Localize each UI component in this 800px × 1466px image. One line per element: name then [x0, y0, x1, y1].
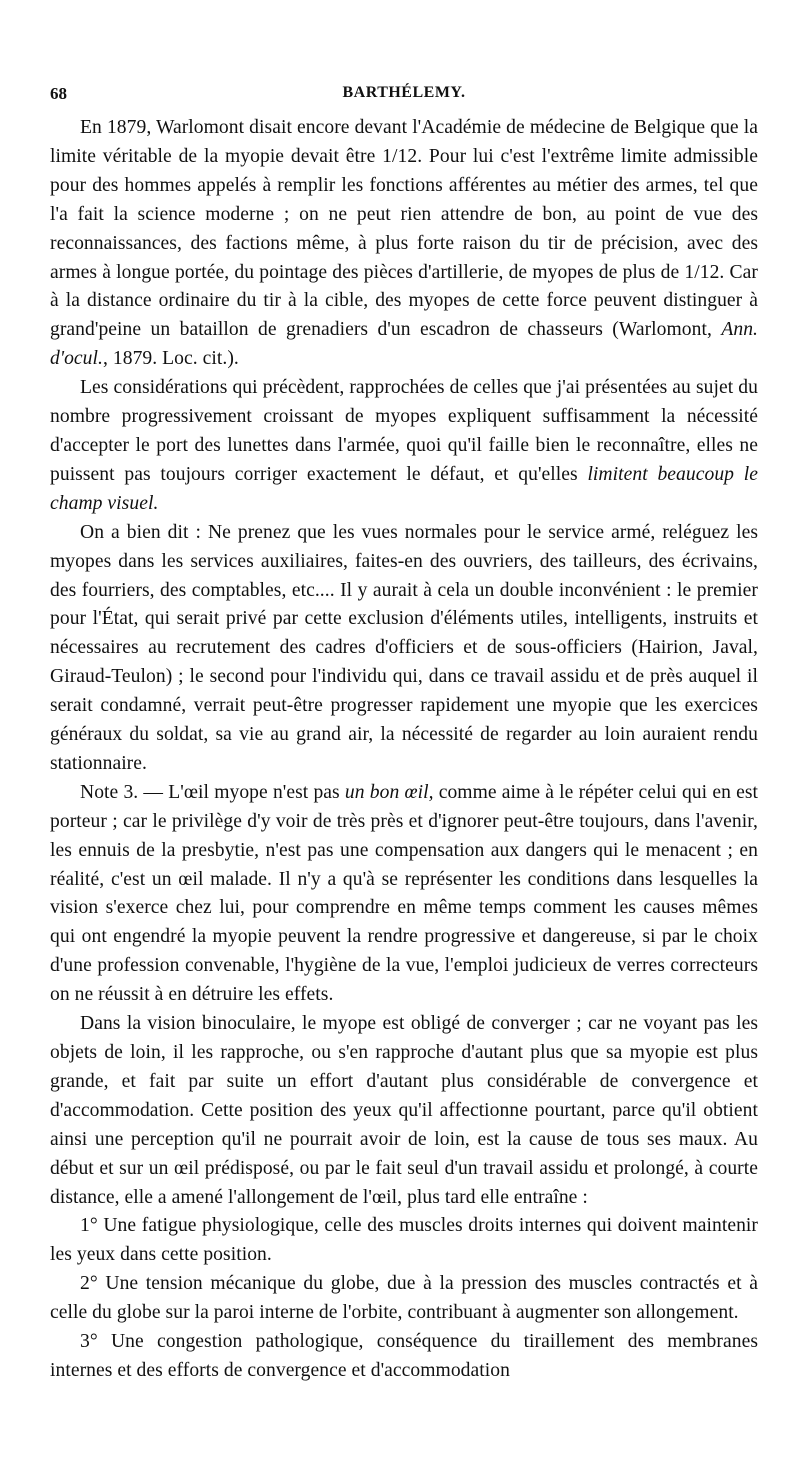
paragraph: [50, 114, 758, 374]
text-run: , 1879. Loc. cit.).: [102, 348, 239, 370]
text-run: Dans la vision binoculaire, le myope est obligé de converger ; car ne voyant pas les objets de loin, il les rapproche, ou s'en rapproche d'autant plus que sa myopie est plus grande, et fait par suite un effort d'autant plus considérable de convergence et d'accommodation. Cette position des yeux qu'il affectionne pourtant, parce qu'il obtient ainsi une perception qu'il ne pourrait avoir de loin, est la cause de tous ses maux. Au début et sur un œil prédisposé, ou par le fait seul d'un travail assidu et prolongé, à courte distance, elle a amené l'allongement de l'œil, plus tard elle entraîne :: [50, 1013, 758, 1208]
paragraph: [50, 519, 758, 779]
text-run: Note 3. — L'œil myope n'est pas: [80, 781, 345, 803]
paragraph: [50, 1212, 758, 1270]
paragraph: [50, 374, 758, 519]
body-text: [50, 114, 758, 1386]
paragraph: [50, 1010, 758, 1212]
page-number: 68: [50, 84, 67, 103]
text-run: comme aime à le répéter celui qui en est porteur ; car le privilège d'y voir de très près et d'ignorer peut-être toujours, dans l'avenir, les ennuis de la presbytie, n'est pas une compensation aux dangers qui le menacent ; en réalité, c'est un œil malade. Il n'y a qu'à se représenter les conditions dans lesquelles la vision s'exerce chez lui, pour comprendre en même temps comment les causes mêmes qui ont engendré la myopie peuvent la rendre progressive et dangereuse, si par le choix d'une profession convenable, l'hygiène de la vue, l'emploi judicieux de verres correcteurs on ne réussit à en détruire les effets.: [50, 781, 758, 1006]
paragraph: [50, 1270, 758, 1328]
text-run: On a bien dit : Ne prenez que les vues normales pour le service armé, reléguez les myopes dans les services auxiliaires, faites-en des ouvriers, des tailleurs, des écrivains, des fourriers, des comptables, etc.... Il y aurait à cela un double inconvénient : le premier pour l'État, qui serait privé par cette exclusion d'éléments utiles, intelligents, instruits et nécessaires au recrutement des cadres d'officiers et de sous-officiers (Hairion, Javal, Giraud-Teulon) ; le second pour l'individu qui, dans ce travail assidu et de près auquel il serait condamné, verrait peut-être progresser rapidement une myopie que les exercices généraux du soldat, sa vie au grand air, la nécessité de regarder au loin auraient rendu stationnaire.: [50, 521, 758, 774]
italic-text: Ann. d'ocul.: [50, 319, 758, 370]
page-header: [50, 84, 758, 114]
text-run: Les considérations qui précèdent, rapprochées de celles que j'ai présentées au sujet du nombre progressivement croissant de myopes expliquent suffisamment la nécessité d'accepter le port des lunettes dans l'armée, quoi qu'il faille bien le reconnaître, elles ne puissent pas toujours corriger exactement le défaut, et qu'elles: [50, 377, 758, 485]
text-run: 1° Une fatigue physiologique, celle des muscles droits internes qui doivent maintenir les yeux dans cette position.: [50, 1215, 758, 1266]
running-head: BARTHÉLEMY.: [342, 84, 466, 101]
paragraph: [50, 779, 758, 1010]
text-run: 3° Une congestion pathologique, conséquence du tiraillement des membranes internes et des efforts de convergence et d'accommodation: [50, 1331, 758, 1381]
paragraph: [50, 1328, 758, 1386]
book-page: [50, 84, 758, 1386]
italic-text: limitent beaucoup le champ visuel.: [50, 463, 758, 514]
text-run: 2° Une tension mécanique du globe, due à la pression des muscles contractés et à celle du globe sur la paroi interne de l'orbite, contribuant à augmenter son allongement.: [50, 1273, 758, 1324]
italic-text: un bon œil,: [344, 781, 434, 803]
text-run: En 1879, Warlomont disait encore devant l'Académie de médecine de Belgique que la limite véritable de la myopie devait être 1/12. Pour lui c'est l'extrême limite admissible pour des hommes appelés à remplir les fonctions afférentes au métier des armes, tel que l'a fait la science moderne ; on ne peut rien attendre de bon, au point de vue des reconnaissances, des factions même, à plus forte raison du tir de précision, avec des armes à longue portée, du pointage des pièces d'artillerie, de myopes de plus de 1/12. Car à la distance ordinaire du tir à la cible, des myopes de cette force peuvent distinguer à grand'peine un bataillon de grenadiers d'un escadron de chasseurs (Warlomont,: [50, 117, 758, 341]
